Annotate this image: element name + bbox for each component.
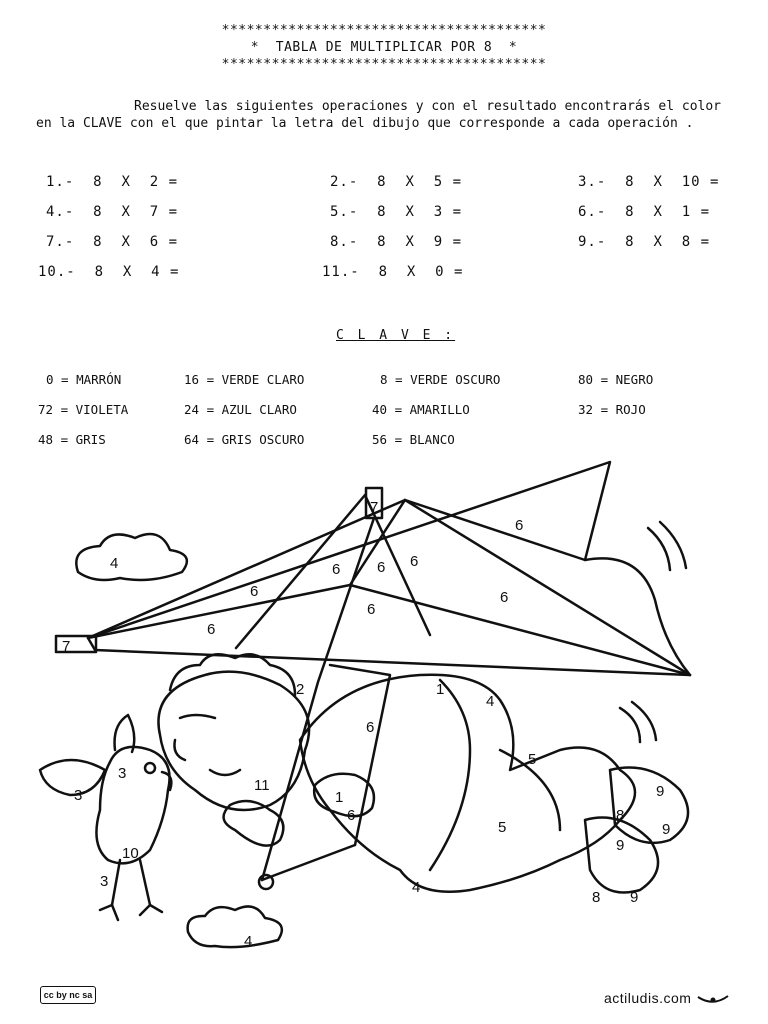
title-border-top: ***************************************	[221, 23, 547, 38]
instructions-line-1: Resuelve las siguientes operaciones y con el resultado encontrarás el color	[134, 99, 721, 114]
operation-1	[46, 174, 178, 190]
region-number: 3	[100, 873, 109, 890]
operation-5	[330, 204, 462, 220]
region-number: 3	[118, 765, 127, 782]
region-number: 6	[207, 621, 216, 638]
cloud-bottom	[188, 906, 282, 947]
operation-expression: 8 X 3 =	[377, 204, 463, 220]
region-number: 9	[616, 837, 625, 854]
region-number: 4	[110, 555, 119, 572]
region-number: 6	[366, 719, 375, 736]
operation-expression: 8 X 4 =	[94, 264, 180, 280]
operation-expression: 8 X 8 =	[625, 234, 711, 250]
license-text: cc by nc sa	[43, 990, 93, 1000]
clave-item: 32 = ROJO	[578, 402, 646, 417]
region-number: 6	[250, 583, 259, 600]
region-number: 4	[244, 933, 253, 950]
clave-item: 48 = GRIS	[38, 432, 106, 447]
region-number: 4	[412, 879, 421, 896]
region-number: 1	[436, 681, 445, 698]
clave-item: 0 = MARRÓN	[46, 372, 122, 387]
clave-item: 16 = VERDE CLARO	[184, 372, 305, 387]
region-number: 6	[377, 559, 386, 576]
operation-2	[330, 174, 462, 190]
region-number: 9	[662, 821, 671, 838]
region-number: 6	[332, 561, 341, 578]
operation-number: 8.-	[330, 234, 359, 250]
clave-item: 80 = NEGRO	[578, 372, 654, 387]
operation-10	[38, 264, 179, 280]
bird-wing	[40, 760, 105, 795]
operation-9	[578, 234, 710, 250]
region-number: 11	[254, 777, 270, 794]
region-number: 4	[486, 693, 495, 710]
region-number: 8	[616, 807, 625, 824]
operation-number: 1.-	[46, 174, 75, 190]
operation-number: 11.-	[322, 264, 360, 280]
region-number: 6	[367, 601, 376, 618]
title-border-bottom: ***************************************	[221, 57, 547, 72]
page-title: * TABLA DE MULTIPLICAR POR 8 *	[250, 40, 518, 55]
operation-number: 6.-	[578, 204, 607, 220]
operation-7	[46, 234, 178, 250]
region-number: 6	[500, 589, 509, 606]
clave-item: 72 = VIOLETA	[38, 402, 129, 417]
region-number: 7	[62, 638, 71, 655]
operation-number: 9.-	[578, 234, 607, 250]
region-number: 9	[656, 783, 665, 800]
region-number: 5	[528, 751, 537, 768]
clave-item: 24 = AZUL CLARO	[184, 402, 297, 417]
clave-title: C L A V E :	[336, 328, 456, 343]
operation-number: 4.-	[46, 204, 75, 220]
operation-expression: 8 X 5 =	[377, 174, 463, 190]
region-numbers	[62, 499, 670, 950]
operation-8	[330, 234, 462, 250]
region-number: 3	[74, 787, 83, 804]
brand-swoosh-icon	[696, 993, 730, 1005]
region-number: 6	[410, 553, 419, 570]
region-number: 8	[592, 889, 601, 906]
region-number: 1	[335, 789, 344, 806]
region-number: 7	[370, 499, 379, 516]
clave-item: 56 = BLANCO	[372, 432, 455, 447]
operation-expression: 8 X 9 =	[377, 234, 463, 250]
region-number: 10	[122, 845, 139, 862]
region-number: 9	[630, 889, 639, 906]
operation-6	[578, 204, 710, 220]
region-number: 5	[498, 819, 507, 836]
operation-number: 3.-	[578, 174, 607, 190]
brand-text: actiludis.com	[604, 990, 692, 1006]
region-number: 2	[296, 681, 305, 698]
cloud-left	[76, 534, 187, 580]
coloring-drawing	[0, 450, 768, 970]
clave-item: 40 = AMARILLO	[372, 402, 470, 417]
operation-expression: 8 X 6 =	[93, 234, 179, 250]
brand-logo[interactable]	[604, 990, 730, 1006]
operation-4	[46, 204, 178, 220]
region-number: 6	[347, 807, 356, 824]
region-number: 6	[515, 517, 524, 534]
operation-expression: 8 X 2 =	[93, 174, 179, 190]
operation-expression: 8 X 1 =	[625, 204, 711, 220]
operation-expression: 8 X 7 =	[93, 204, 179, 220]
operation-number: 2.-	[330, 174, 359, 190]
operation-expression: 8 X 0 =	[378, 264, 464, 280]
operation-number: 5.-	[330, 204, 359, 220]
title-block	[0, 22, 768, 73]
clave-item: 8 = VERDE OSCURO	[380, 372, 501, 387]
hang-glider-outline	[40, 462, 690, 947]
license-badge[interactable]	[40, 986, 96, 1004]
operation-number: 10.-	[38, 264, 76, 280]
instructions-line-2: en la CLAVE con el que pintar la letra del dibujo que corresponde a cada operación .	[36, 116, 694, 131]
operation-expression: 8 X 10 =	[625, 174, 720, 190]
clave-item: 64 = GRIS OSCURO	[184, 432, 305, 447]
operation-number: 7.-	[46, 234, 75, 250]
operation-3	[578, 174, 719, 190]
operation-11	[322, 264, 463, 280]
instructions	[36, 98, 756, 132]
